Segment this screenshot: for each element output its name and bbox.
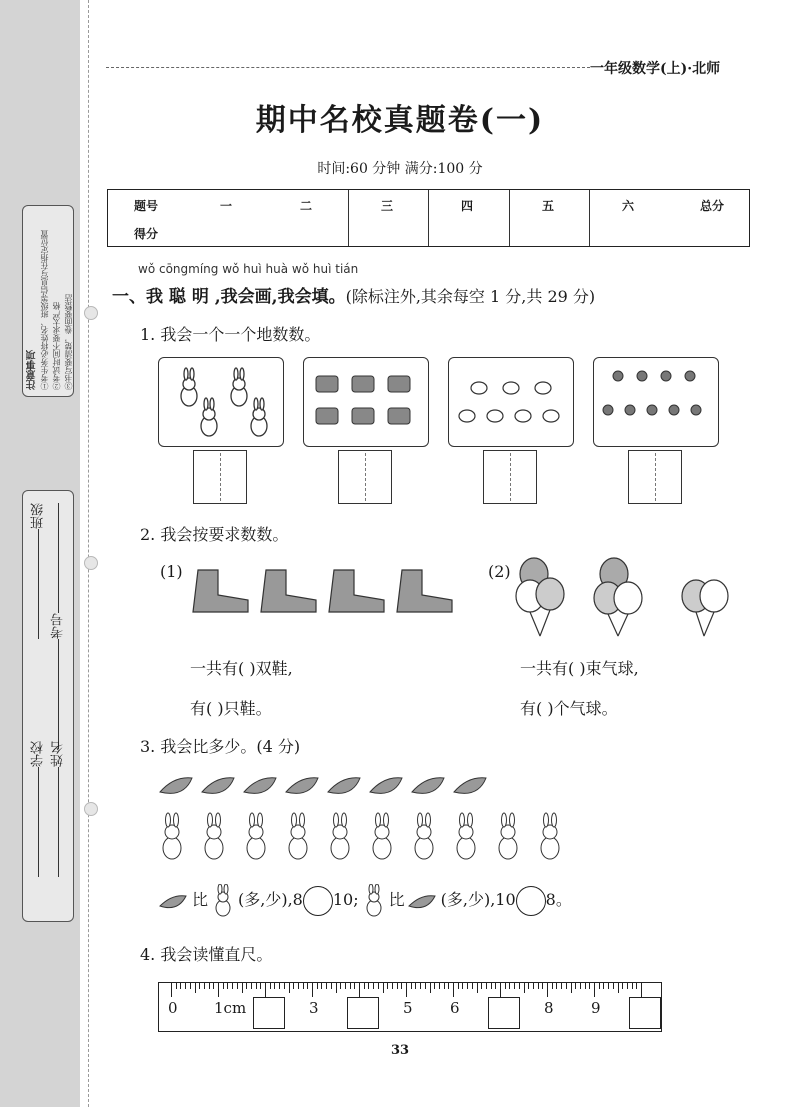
time-info: 时间:60 分钟 满分:100 分 bbox=[317, 161, 483, 177]
header-dashed-line bbox=[106, 67, 590, 68]
ruler-tick bbox=[289, 983, 290, 993]
ruler-tick bbox=[519, 983, 520, 989]
rabbit-icon bbox=[163, 813, 181, 859]
ruler-tick bbox=[434, 983, 435, 989]
ruler-tick bbox=[373, 983, 374, 989]
ruler-tick bbox=[561, 983, 562, 989]
rabbit-icon bbox=[373, 813, 391, 859]
ruler-label: 5 bbox=[403, 999, 413, 1017]
compare-word: 比 bbox=[388, 890, 405, 909]
ruler-tick bbox=[364, 983, 365, 989]
q2-label: 2. 我会按要求数数。 bbox=[140, 525, 289, 544]
ruler-answer-box[interactable] bbox=[629, 997, 661, 1029]
ruler-tick bbox=[368, 983, 369, 989]
rabbit-icon bbox=[208, 884, 238, 918]
ruler-tick bbox=[533, 983, 534, 989]
carrot-icon bbox=[156, 886, 192, 916]
ruler-tick bbox=[340, 983, 341, 989]
ruler-tick bbox=[448, 983, 449, 989]
ruler-tick bbox=[232, 983, 233, 989]
carrot-icon bbox=[370, 778, 402, 794]
q3-label: 3. 我会比多少。(4 分) bbox=[140, 737, 301, 756]
ruler-tick bbox=[594, 983, 595, 997]
id-field[interactable] bbox=[49, 503, 68, 749]
ruler-tick bbox=[486, 983, 487, 989]
q3-compare-line bbox=[156, 882, 572, 918]
rabbit-icon bbox=[457, 813, 475, 859]
ruler-tick bbox=[453, 983, 454, 997]
ruler-tick bbox=[345, 983, 346, 989]
ruler-tick bbox=[279, 983, 280, 989]
carrot-icon bbox=[286, 778, 318, 794]
carrot-icon bbox=[454, 778, 486, 794]
ruler-tick bbox=[636, 983, 637, 989]
ruler-tick bbox=[495, 983, 496, 989]
ruler-tick bbox=[298, 983, 299, 989]
compare-text: 8。 bbox=[545, 890, 572, 909]
ruler-tick bbox=[336, 983, 337, 993]
ruler-tick bbox=[171, 983, 172, 997]
ruler-tick bbox=[213, 983, 214, 989]
ruler-tick bbox=[556, 983, 557, 989]
notes-title: 注意事项 bbox=[27, 350, 38, 390]
ruler-tick bbox=[509, 983, 510, 989]
notes-text bbox=[27, 214, 73, 390]
ruler-tick bbox=[528, 983, 529, 989]
rabbit-icon bbox=[289, 813, 307, 859]
ruler-tick bbox=[411, 983, 412, 989]
answer-box[interactable] bbox=[193, 450, 247, 504]
answer-box[interactable] bbox=[483, 450, 537, 504]
punch-hole bbox=[84, 306, 98, 320]
ruler-answer-box[interactable] bbox=[488, 997, 520, 1029]
q2-part2-line1[interactable]: 一共有( )束气球, bbox=[520, 659, 639, 678]
ruler-tick bbox=[538, 983, 539, 989]
ruler-tick bbox=[500, 983, 501, 997]
carrot-icon bbox=[412, 778, 444, 794]
ruler-tick bbox=[462, 983, 463, 989]
q2-part2-label: (2) bbox=[488, 562, 511, 581]
ruler-label: 0 bbox=[168, 999, 178, 1017]
id-label: 考号 bbox=[51, 613, 66, 639]
answer-box[interactable] bbox=[338, 450, 392, 504]
section-title: 一、我 聪 明 ,我会画,我会填。 bbox=[112, 287, 346, 307]
ruler-tick bbox=[514, 983, 515, 989]
q2-part2-line2[interactable]: 有( )个气球。 bbox=[520, 699, 618, 718]
carrot-icon bbox=[160, 778, 192, 794]
ruler-tick bbox=[439, 983, 440, 989]
section-note: (除标注外,其余每空 1 分,共 29 分) bbox=[345, 287, 596, 306]
ruler-label: 6 bbox=[450, 999, 460, 1017]
balloon-icon bbox=[510, 556, 730, 640]
ruler-tick bbox=[359, 983, 360, 997]
ruler-tick bbox=[566, 983, 567, 989]
ruler-tick bbox=[270, 983, 271, 989]
ruler-tick bbox=[552, 983, 553, 989]
ruler-tick bbox=[547, 983, 548, 997]
card-tigers bbox=[303, 357, 429, 447]
ruler-tick bbox=[608, 983, 609, 989]
card-flower-pots bbox=[593, 357, 719, 447]
compare-circle[interactable] bbox=[303, 886, 333, 916]
note-item: ③书写要清楚，卷面要整洁 bbox=[64, 294, 73, 390]
ruler-tick bbox=[585, 983, 586, 989]
school-field[interactable] bbox=[29, 741, 48, 877]
q2-part1-label: (1) bbox=[160, 562, 183, 581]
ruler-tick bbox=[204, 983, 205, 989]
ruler-tick bbox=[401, 983, 402, 989]
ruler-tick bbox=[627, 983, 628, 989]
ruler-tick bbox=[505, 983, 506, 989]
answer-box[interactable] bbox=[628, 450, 682, 504]
rabbit-icon bbox=[205, 813, 223, 859]
ruler-tick bbox=[209, 983, 210, 989]
carrot-icon bbox=[244, 778, 276, 794]
carrot-icon bbox=[405, 886, 441, 916]
ruler-tick bbox=[303, 983, 304, 989]
compare-circle[interactable] bbox=[516, 886, 546, 916]
ruler bbox=[158, 982, 662, 1032]
ruler-tick bbox=[312, 983, 313, 997]
ruler-tick bbox=[641, 983, 642, 997]
ruler-label: 3 bbox=[309, 999, 319, 1017]
ruler-tick bbox=[406, 983, 407, 997]
ruler-tick bbox=[227, 983, 228, 989]
ruler-tick bbox=[246, 983, 247, 989]
ruler-tick bbox=[481, 983, 482, 989]
ruler-tick bbox=[580, 983, 581, 989]
ruler-tick bbox=[589, 983, 590, 989]
ruler-tick bbox=[415, 983, 416, 989]
ruler-tick bbox=[293, 983, 294, 989]
ruler-label: 1cm bbox=[214, 999, 247, 1017]
note-item: ①考生务必将姓名、班级等信息写在指定位置 bbox=[40, 230, 49, 390]
q2-part1-line1[interactable]: 一共有( )双鞋, bbox=[190, 659, 293, 678]
score-row-label: 题号 bbox=[134, 199, 159, 213]
ruler-tick bbox=[467, 983, 468, 989]
page-number: 33 bbox=[390, 1043, 410, 1058]
ruler-tick bbox=[472, 983, 473, 989]
class-label: 班级 bbox=[31, 503, 46, 529]
score-col: 总分 bbox=[700, 199, 725, 213]
score-table bbox=[107, 189, 750, 247]
ruler-tick bbox=[392, 983, 393, 989]
ruler-tick bbox=[477, 983, 478, 993]
ruler-tick bbox=[618, 983, 619, 993]
ruler-tick bbox=[223, 983, 224, 989]
carrot-icon bbox=[202, 778, 234, 794]
rabbit-icon bbox=[331, 813, 349, 859]
score-col: 一 bbox=[220, 199, 233, 213]
compare-text: (多,少),8 bbox=[238, 890, 303, 909]
ruler-tick bbox=[444, 983, 445, 989]
ruler-tick bbox=[632, 983, 633, 989]
ruler-tick bbox=[458, 983, 459, 989]
ruler-tick bbox=[491, 983, 492, 989]
ruler-tick bbox=[599, 983, 600, 989]
ruler-tick bbox=[265, 983, 266, 997]
ruler-tick bbox=[575, 983, 576, 989]
page-title: 期中名校真题卷(一) bbox=[255, 103, 545, 138]
ruler-tick bbox=[260, 983, 261, 989]
ruler-tick bbox=[383, 983, 384, 993]
shoe-icon bbox=[188, 560, 468, 620]
score-row-label: 得分 bbox=[134, 227, 159, 241]
ruler-tick bbox=[242, 983, 243, 993]
carrot-icon bbox=[328, 778, 360, 794]
ruler-tick bbox=[350, 983, 351, 989]
tiger-icon bbox=[304, 358, 428, 446]
pinyin-line: wǒ cōngmíng wǒ huì huà wǒ huì tián bbox=[138, 262, 359, 276]
ruler-tick bbox=[326, 983, 327, 989]
name-label: 姓名 bbox=[51, 741, 66, 767]
student-info-box bbox=[22, 490, 74, 922]
punch-hole bbox=[84, 802, 98, 816]
ruler-tick bbox=[180, 983, 181, 989]
rabbit-icon bbox=[541, 813, 559, 859]
name-field[interactable] bbox=[49, 741, 68, 877]
ruler-tick bbox=[274, 983, 275, 989]
carrot-row bbox=[156, 768, 516, 804]
q1-label: 1. 我会一个一个地数数。 bbox=[140, 325, 321, 344]
ruler-tick bbox=[622, 983, 623, 989]
ruler-tick bbox=[430, 983, 431, 993]
q4-label: 4. 我会读懂直尺。 bbox=[140, 945, 273, 964]
ruler-tick bbox=[571, 983, 572, 993]
compare-word: 比 bbox=[192, 890, 209, 909]
ruler-tick bbox=[317, 983, 318, 989]
ruler-tick bbox=[321, 983, 322, 989]
ruler-tick bbox=[199, 983, 200, 989]
rabbit-icon bbox=[247, 813, 265, 859]
school-label: 学校 bbox=[31, 741, 46, 767]
rabbit-icon bbox=[359, 884, 389, 918]
ruler-tick bbox=[425, 983, 426, 989]
ruler-tick bbox=[397, 983, 398, 989]
compare-text: 10; bbox=[332, 890, 359, 909]
subject-label: 一年级数学(上)·北师 bbox=[590, 61, 721, 77]
ruler-tick bbox=[331, 983, 332, 989]
notes-box bbox=[22, 205, 74, 397]
ruler-tick bbox=[185, 983, 186, 989]
ruler-tick bbox=[251, 983, 252, 989]
punch-hole bbox=[84, 556, 98, 570]
class-field[interactable] bbox=[29, 503, 48, 639]
ruler-tick bbox=[195, 983, 196, 993]
ruler-tick bbox=[307, 983, 308, 989]
ruler-tick bbox=[378, 983, 379, 989]
section-heading bbox=[112, 282, 595, 307]
rabbit-icon bbox=[415, 813, 433, 859]
ruler-tick bbox=[256, 983, 257, 989]
score-col: 四 bbox=[461, 199, 474, 213]
card-chicks bbox=[448, 357, 574, 447]
rabbit-icon bbox=[499, 813, 517, 859]
compare-text: (多,少),10 bbox=[440, 890, 516, 909]
ruler-tick bbox=[354, 983, 355, 989]
chick-icon bbox=[449, 358, 573, 446]
score-col: 五 bbox=[542, 199, 555, 213]
score-col: 二 bbox=[300, 199, 313, 213]
ruler-tick bbox=[420, 983, 421, 989]
ruler-tick bbox=[237, 983, 238, 989]
ruler-answer-box[interactable] bbox=[253, 997, 285, 1029]
ruler-tick bbox=[524, 983, 525, 993]
rabbit-icon bbox=[159, 358, 283, 446]
ruler-tick bbox=[284, 983, 285, 989]
ruler-tick bbox=[613, 983, 614, 989]
ruler-label: 8 bbox=[544, 999, 554, 1017]
ruler-tick bbox=[176, 983, 177, 989]
ruler-tick bbox=[387, 983, 388, 989]
ruler-answer-box[interactable] bbox=[347, 997, 379, 1029]
ruler-tick bbox=[190, 983, 191, 989]
rabbit-row bbox=[156, 812, 596, 864]
score-col: 六 bbox=[622, 199, 635, 213]
q2-part1-line2[interactable]: 有( )只鞋。 bbox=[190, 699, 272, 718]
ruler-tick bbox=[603, 983, 604, 989]
ruler-tick bbox=[218, 983, 219, 997]
ruler-tick bbox=[542, 983, 543, 989]
score-col: 三 bbox=[381, 199, 394, 213]
flower-pot-icon bbox=[594, 358, 718, 446]
note-item: ②考试时间不要求太严格 bbox=[52, 302, 61, 390]
ruler-label: 9 bbox=[591, 999, 601, 1017]
card-rabbits bbox=[158, 357, 284, 447]
